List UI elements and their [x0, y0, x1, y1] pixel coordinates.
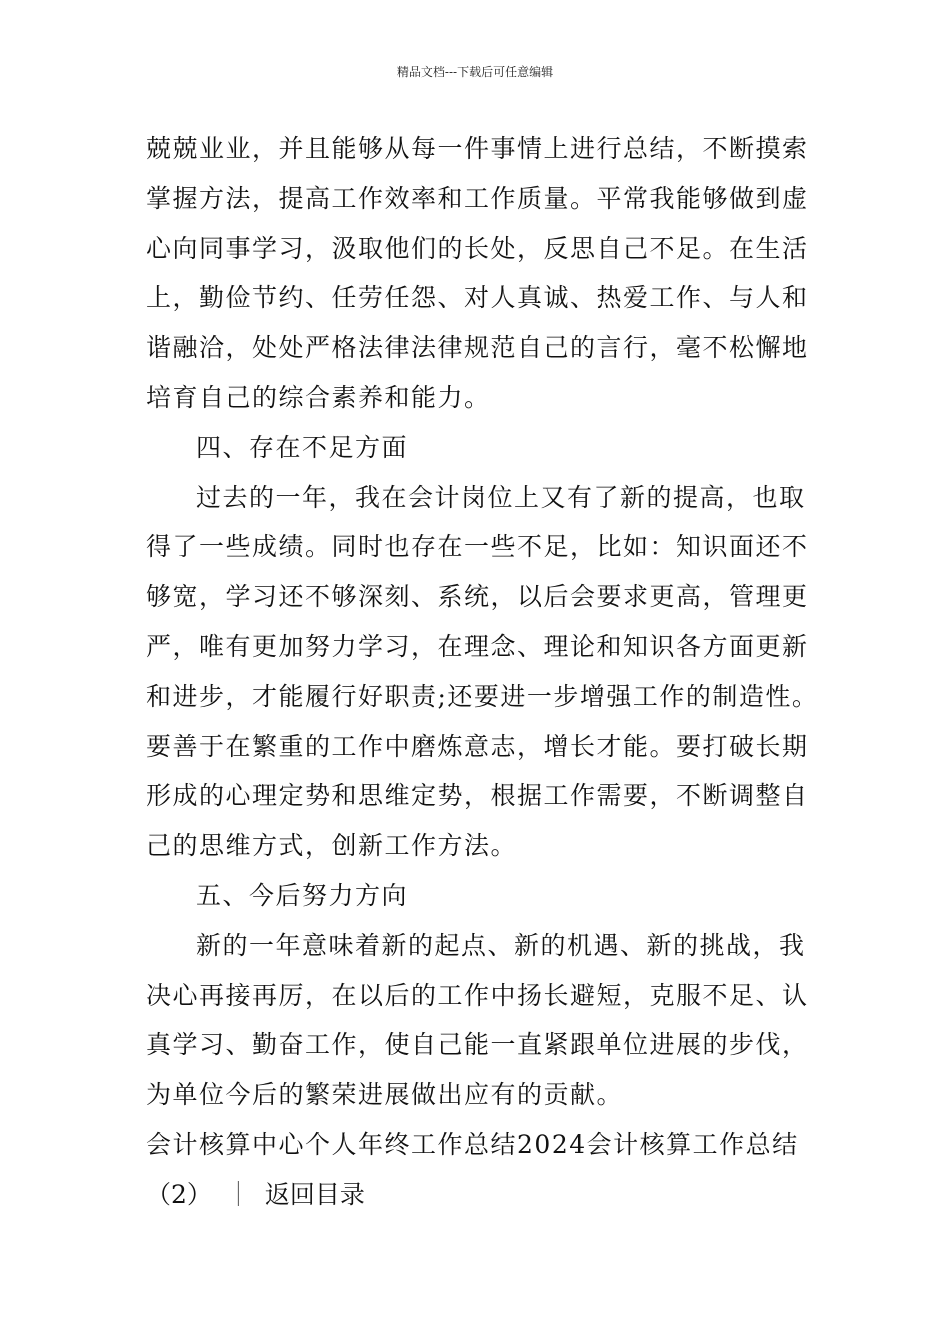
text-line: 培育自己的综合素养和能力。	[146, 382, 491, 412]
document-body	[146, 124, 819, 1220]
text-line: 五、今后努力方向	[196, 880, 409, 910]
text-line: 要善于在繁重的工作中磨炼意志，增长才能。要打破长期	[146, 731, 809, 761]
text-line: 谐融洽，处处严格法律法律规范自己的言行，毫不松懈地	[146, 333, 809, 363]
footer-link-row	[146, 1170, 808, 1220]
link-separator: ｜	[225, 1179, 251, 1209]
text-line: 四、存在不足方面	[196, 432, 409, 462]
text-line: 严，唯有更加努力学习，在理念、理论和知识各方面更新	[146, 631, 809, 661]
text-line: 够宽，学习还不够深刻、系统，以后会要求更高，管理更	[146, 582, 809, 612]
back-to-contents-link[interactable]: 返回目录	[264, 1179, 365, 1209]
text-line: 兢兢业业，并且能够从每一件事情上进行总结，不断摸索	[146, 134, 809, 163]
text-line: 得了一些成绩。同时也存在一些不足，比如：知识面还不	[146, 532, 809, 562]
text-line: 决心再接再厉，在以后的工作中扬长避短，克服不足、认	[146, 980, 809, 1010]
text-line: 己的思维方式，创新工作方法。	[146, 831, 518, 861]
paragraph-lines	[146, 124, 819, 1170]
text-line: 形成的心理定势和思维定势，根据工作需要，不断调整自	[146, 781, 809, 811]
text-line: 为单位今后的繁荣进展做出应有的贡献。	[146, 1080, 624, 1110]
part-number-label: （2）	[146, 1179, 212, 1209]
page-header: 精品文档---下载后可任意编辑	[396, 65, 554, 79]
text-line: 真学习、勤奋工作，使自己能一直紧跟单位进展的步伐，	[146, 1030, 809, 1060]
text-line: 新的一年意味着新的起点、新的机遇、新的挑战，我	[196, 930, 806, 960]
text-line: 和进步，才能履行好职责;还要进一步增强工作的制造性。	[146, 681, 819, 711]
text-line: 上，勤俭节约、任劳任怨、对人真诚、热爱工作、与人和	[146, 283, 809, 313]
text-line: 掌握方法，提高工作效率和工作质量。平常我能够做到虚	[146, 183, 809, 213]
text-line: 心向同事学习，汲取他们的长处，反思自己不足。在生活	[146, 233, 809, 263]
text-line: 过去的一年，我在会计岗位上又有了新的提高，也取	[196, 482, 806, 512]
text-line: 会计核算中心个人年终工作总结2024会计核算工作总结	[146, 1129, 799, 1159]
